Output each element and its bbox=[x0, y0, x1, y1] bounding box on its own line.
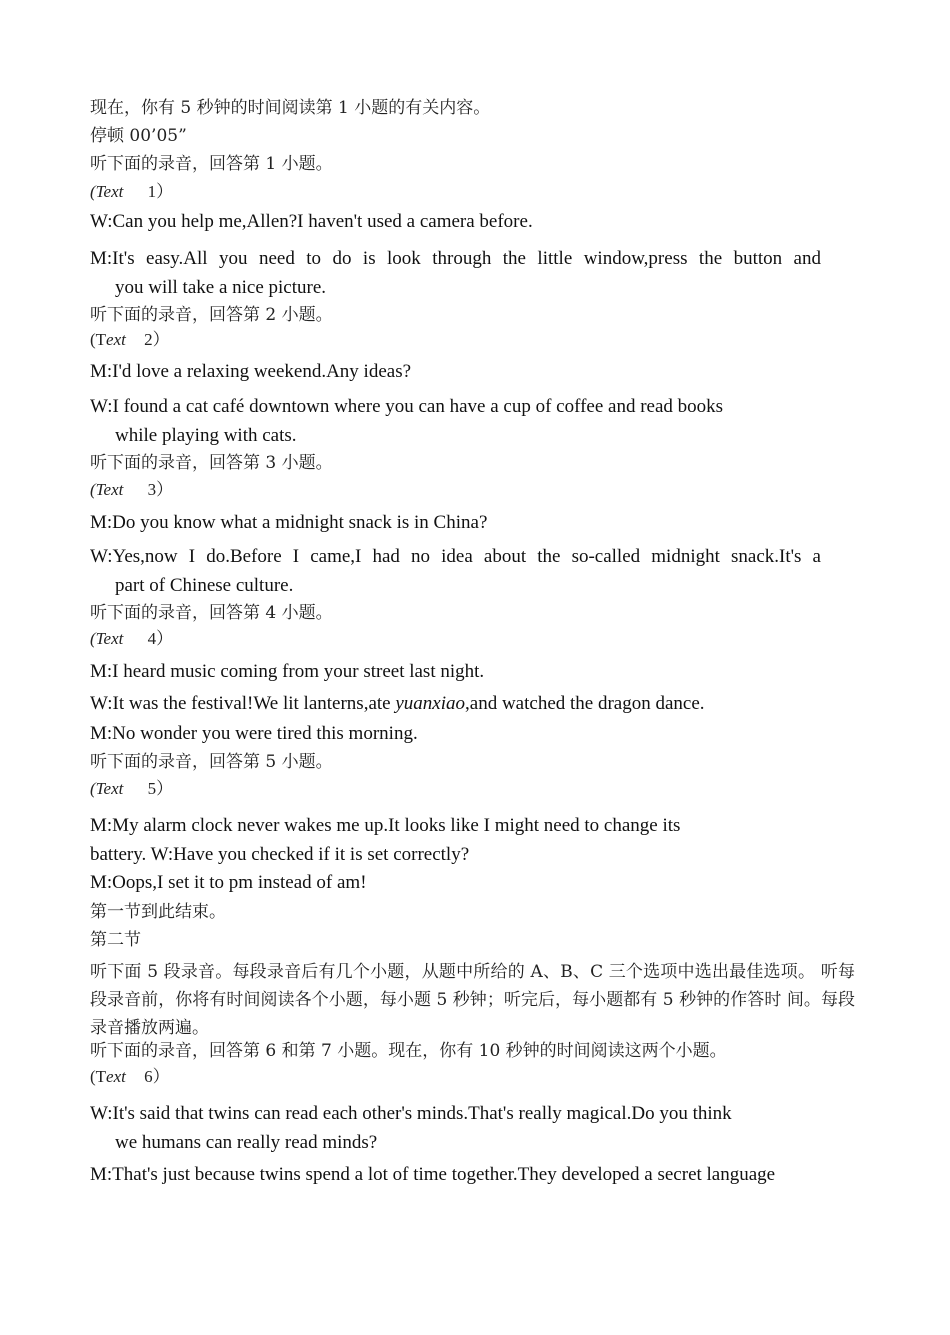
pause-line: 停顿 00’05” bbox=[90, 126, 187, 146]
dialogue-line: while playing with cats. bbox=[115, 425, 297, 446]
instruction-line: 听下面的录音，回答第 2 小题。 bbox=[90, 305, 333, 325]
text-label: (Text 5） bbox=[90, 779, 174, 798]
instruction-line: 听下面的录音，回答第 4 小题。 bbox=[90, 603, 333, 623]
dialogue-line: part of Chinese culture. bbox=[115, 575, 294, 596]
instruction-line: 听下面的录音，回答第 6 和第 7 小题。现在，你有 10 秒钟的时间阅读这两个小题。 bbox=[90, 1041, 727, 1061]
dialogue-line: W:I found a cat café downtown where you can have a cup of coffee and read books bbox=[90, 396, 724, 417]
instruction-line: 现在，你有 5 秒钟的时间阅读第 1 小题的有关内容。 bbox=[90, 98, 491, 118]
section-instructions: 听下面 5 段录音。每段录音后有几个小题，从题中所给的 A、B、C 三个选项中选出最佳选项。 听每段录音前，你将有时间阅读各个小题，每小题 5 秒钟；听完后，每小题都有 5 秒钟的作答时 间。每段录音播放两遍。 bbox=[90, 962, 855, 1038]
dialogue-line: battery. W:Have you checked if it is set correctly? bbox=[90, 844, 470, 865]
dialogue-line: M:I'd love a relaxing weekend.Any ideas? bbox=[90, 361, 412, 382]
instruction-line: 听下面的录音，回答第 5 小题。 bbox=[90, 752, 333, 772]
instruction-line: 听下面的录音，回答第 3 小题。 bbox=[90, 453, 333, 473]
dialogue-line: M:No wonder you were tired this morning. bbox=[90, 723, 418, 744]
dialogue-line: M:Oops,I set it to pm instead of am! bbox=[90, 872, 367, 893]
dialogue-line: M:I heard music coming from your street last night. bbox=[90, 661, 485, 682]
dialogue-line: M:It's easy.All you need to do is look through the little window,press the button and bbox=[90, 248, 821, 269]
dialogue-line: we humans can really read minds? bbox=[115, 1132, 378, 1153]
text-label: (Text 3） bbox=[90, 480, 174, 499]
dialogue-line: W:Can you help me,Allen?I haven't used a camera before. bbox=[90, 211, 533, 232]
section-end-line: 第一节到此结束。 bbox=[90, 902, 226, 922]
dialogue-line: M:Do you know what a midnight snack is in China? bbox=[90, 512, 488, 533]
text-label: (Text 4） bbox=[90, 629, 174, 648]
dialogue-line: W:It's said that twins can read each other's minds.That's really magical.Do you think bbox=[90, 1103, 732, 1124]
dialogue-line: W:It was the festival!We lit lanterns,ate yuanxiao,and watched the dragon dance. bbox=[90, 693, 705, 714]
dialogue-line: you will take a nice picture. bbox=[115, 277, 327, 298]
dialogue-line: M:My alarm clock never wakes me up.It looks like I might need to change its bbox=[90, 815, 681, 836]
instruction-line: 听下面的录音，回答第 1 小题。 bbox=[90, 154, 333, 174]
text-label: (Text 1） bbox=[90, 182, 174, 201]
dialogue-line: M:That's just because twins spend a lot of time together.They developed a secret language bbox=[90, 1164, 776, 1185]
text-label: (Text 2） bbox=[90, 330, 170, 349]
section-heading: 第二节 bbox=[90, 930, 141, 950]
dialogue-line: W:Yes,now I do.Before I came,I had no idea about the so-called midnight snack.It's a bbox=[90, 546, 821, 567]
text-label: (Text 6） bbox=[90, 1067, 170, 1086]
